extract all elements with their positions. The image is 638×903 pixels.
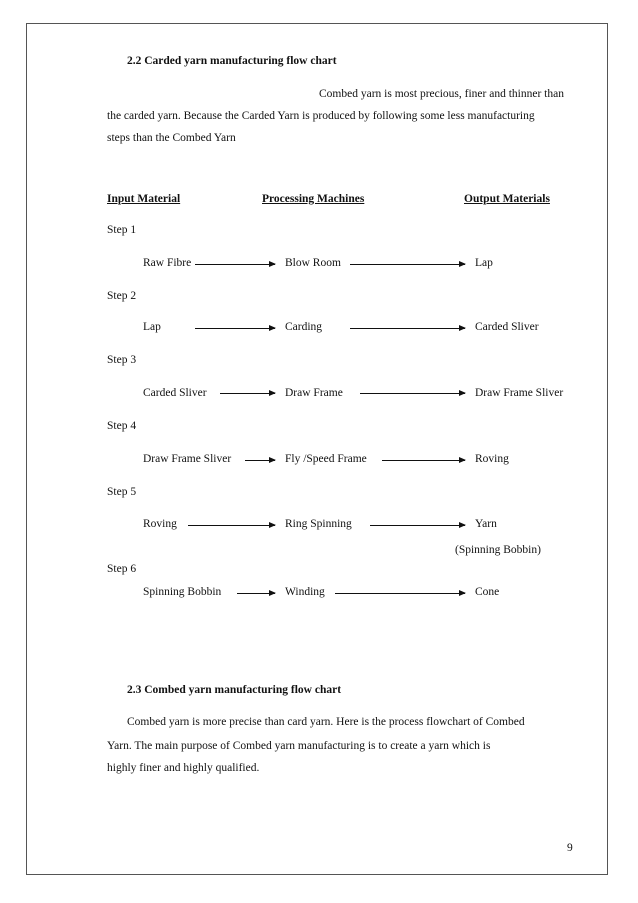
step-machine: Winding (285, 586, 325, 598)
step-machine: Draw Frame (285, 387, 343, 399)
flow-arrow (335, 593, 465, 594)
step-input: Raw Fibre (143, 257, 192, 269)
step-input: Draw Frame Sliver (143, 453, 232, 465)
step-label: Step 5 (107, 486, 137, 498)
step-input: Roving (143, 518, 177, 530)
paragraph-line: Yarn. The main purpose of Combed yarn manufacturing is to create a yarn which is (107, 740, 491, 752)
section-heading-combed: 2.3 Combed yarn manufacturing flow chart (127, 684, 342, 696)
step-output: Cone (475, 586, 500, 598)
step-output: Draw Frame Sliver (475, 387, 564, 399)
flow-arrow (220, 393, 275, 394)
step-input: Lap (143, 321, 161, 333)
step-output-note: (Spinning Bobbin) (455, 544, 541, 556)
flow-arrow (350, 264, 465, 265)
paragraph-line: Combed yarn is more precise than card yarn. Here is the process flowchart of Combed (127, 716, 525, 728)
step-machine: Blow Room (285, 257, 341, 269)
flow-arrow (350, 328, 465, 329)
flow-arrow (382, 460, 465, 461)
step-machine: Ring Spinning (285, 518, 352, 530)
paragraph-line: steps than the Combed Yarn (107, 132, 236, 144)
paragraph-line: Combed yarn is most precious, finer and thinner than (319, 88, 564, 100)
flow-arrow (188, 525, 275, 526)
flow-arrow (195, 328, 275, 329)
step-label: Step 3 (107, 354, 137, 366)
step-input: Spinning Bobbin (143, 586, 222, 598)
step-output: Roving (475, 453, 509, 465)
paragraph-line: the carded yarn. Because the Carded Yarn is produced by following some less manufacturing (107, 110, 535, 122)
step-output: Lap (475, 257, 493, 269)
header-output-materials: Output Materials (464, 193, 550, 205)
step-output: Yarn (475, 518, 497, 530)
section-heading-carded: 2.2 Carded yarn manufacturing flow chart (127, 55, 337, 67)
step-output: Carded Sliver (475, 321, 539, 333)
header-input-material: Input Material (107, 193, 181, 205)
page-number: 9 (567, 842, 573, 854)
flow-arrow (245, 460, 275, 461)
step-input: Carded Sliver (143, 387, 207, 399)
step-label: Step 1 (107, 224, 137, 236)
step-machine: Fly /Speed Frame (285, 453, 367, 465)
paragraph-line: highly finer and highly qualified. (107, 762, 260, 774)
flow-arrow (360, 393, 465, 394)
step-machine: Carding (285, 321, 323, 333)
flow-arrow (237, 593, 275, 594)
step-label: Step 4 (107, 420, 137, 432)
flow-arrow (370, 525, 465, 526)
step-label: Step 6 (107, 563, 137, 575)
flow-arrow (195, 264, 275, 265)
header-processing-machines: Processing Machines (262, 193, 365, 205)
step-label: Step 2 (107, 290, 137, 302)
